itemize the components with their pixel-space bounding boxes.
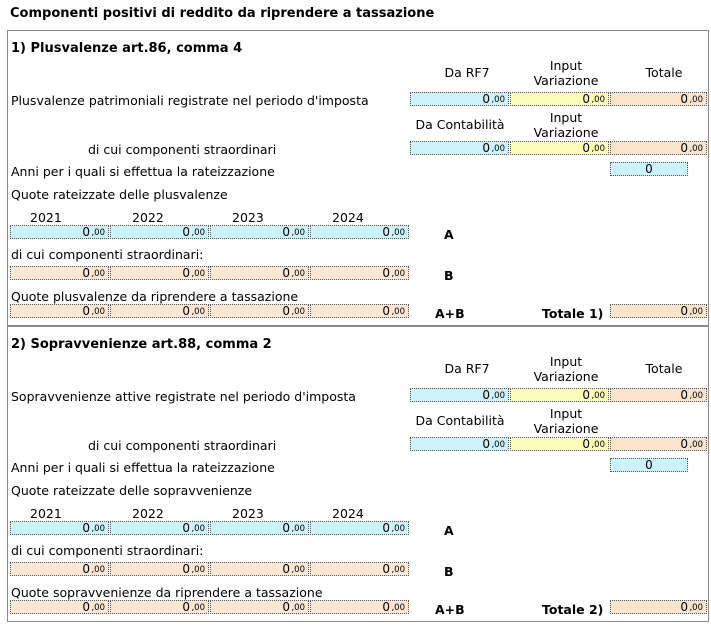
- input-variazione-field[interactable]: [510, 388, 609, 402]
- value: 0: [382, 266, 390, 280]
- quota-b-2022[interactable]: [110, 562, 209, 576]
- quota-b-2021[interactable]: [10, 562, 109, 576]
- quota-ab-2021[interactable]: [10, 304, 109, 318]
- decimal: ,00: [91, 524, 105, 534]
- quota-ab-2024[interactable]: [310, 600, 409, 614]
- totale-field[interactable]: [610, 388, 707, 402]
- quota-ab-2021[interactable]: [10, 600, 109, 614]
- page-title: Componenti positivi di reddito da riprendere a tassazione: [10, 6, 435, 21]
- row-tag-ab: A+B: [435, 306, 465, 321]
- decimal: ,00: [391, 565, 405, 575]
- riprendere-label: Quote plusvalenze da riprendere a tassazione: [11, 289, 299, 304]
- col-header-input-line1: Input: [549, 110, 583, 125]
- decimal: ,00: [191, 307, 205, 317]
- col-header-input: [516, 354, 616, 384]
- decimal: ,00: [191, 603, 205, 613]
- quota-b-2024[interactable]: [310, 562, 409, 576]
- decimal: ,00: [191, 228, 205, 238]
- year-label: 2022: [132, 506, 164, 521]
- main-label: Plusvalenze patrimoniali registrate nel periodo d'imposta: [11, 93, 369, 108]
- value: 0: [182, 562, 190, 576]
- value: 0: [382, 225, 390, 239]
- col-header-totale: Totale: [645, 65, 683, 80]
- value: 0: [182, 266, 190, 280]
- year-label: 2023: [232, 506, 264, 521]
- row-tag-b: B: [444, 564, 454, 579]
- row-tag-a: A: [444, 227, 454, 242]
- decimal: ,00: [291, 565, 305, 575]
- input-value: 0: [582, 437, 590, 451]
- col-header-input: [516, 406, 616, 436]
- quota-a-2021[interactable]: [10, 225, 109, 239]
- value: 0: [282, 600, 290, 614]
- totale-value: 0: [680, 388, 688, 402]
- col-header-input: [516, 58, 616, 88]
- col-header-input-line1: Input: [549, 354, 583, 369]
- col-header-totale: Totale: [645, 361, 683, 376]
- decimal: ,00: [491, 144, 505, 154]
- decimal: ,00: [291, 524, 305, 534]
- decimal: ,00: [91, 565, 105, 575]
- year-label: 2021: [30, 210, 62, 225]
- value: 0: [182, 521, 190, 535]
- totale-value: 0: [680, 141, 688, 155]
- decimal: ,00: [391, 603, 405, 613]
- totale-label: Totale 1): [542, 306, 604, 321]
- decimal: ,00: [591, 144, 605, 154]
- decimal: ,00: [689, 603, 703, 613]
- rf7-field[interactable]: [410, 92, 509, 106]
- value: 0: [680, 600, 688, 614]
- decimal: ,00: [689, 307, 703, 317]
- decimal: ,00: [491, 440, 505, 450]
- decimal: ,00: [391, 228, 405, 238]
- decimal: ,00: [191, 524, 205, 534]
- decimal: ,00: [291, 307, 305, 317]
- decimal: ,00: [689, 391, 703, 401]
- anni-label: Anni per i quali si effettua la rateizzazione: [11, 164, 275, 179]
- value: 0: [282, 266, 290, 280]
- totale-2-field[interactable]: [610, 600, 707, 614]
- rf7-value: 0: [482, 388, 490, 402]
- input-variazione-field[interactable]: [510, 92, 609, 106]
- quote-label: Quote rateizzate delle sopravvenienze: [11, 483, 253, 498]
- decimal: ,00: [591, 440, 605, 450]
- decimal: ,00: [491, 95, 505, 105]
- value: 0: [382, 304, 390, 318]
- quota-b-2022[interactable]: [110, 266, 209, 280]
- quota-a-2024[interactable]: [310, 521, 409, 535]
- contabilita-value: 0: [482, 437, 490, 451]
- input-value: 0: [582, 92, 590, 106]
- quota-a-2023[interactable]: [210, 225, 309, 239]
- decimal: ,00: [391, 524, 405, 534]
- totale-field[interactable]: [610, 141, 707, 155]
- value: 0: [182, 600, 190, 614]
- input-value: 0: [582, 141, 590, 155]
- quota-a-2022[interactable]: [110, 225, 209, 239]
- col-header-input-line2: Variazione: [533, 421, 599, 436]
- col-header-input-line2: Variazione: [533, 125, 599, 140]
- decimal: ,00: [291, 603, 305, 613]
- quota-ab-2023[interactable]: [210, 600, 309, 614]
- col-header-input: [516, 110, 616, 140]
- anni-input[interactable]: 0: [610, 162, 688, 176]
- quota-b-2021[interactable]: [10, 266, 109, 280]
- value: 0: [382, 562, 390, 576]
- value: 0: [82, 266, 90, 280]
- totale-value: 0: [680, 92, 688, 106]
- straord-label: di cui componenti straordinari: [88, 438, 277, 453]
- decimal: ,00: [91, 228, 105, 238]
- value: 0: [82, 225, 90, 239]
- main-label: Sopravvenienze attive registrate nel periodo d'imposta: [11, 389, 356, 404]
- quota-b-2023[interactable]: [210, 266, 309, 280]
- section-title: 1) Plusvalenze art.86, comma 4: [11, 41, 243, 56]
- input-value: 0: [582, 388, 590, 402]
- value: 0: [82, 600, 90, 614]
- rf7-value: 0: [482, 92, 490, 106]
- decimal: ,00: [291, 269, 305, 279]
- quota-ab-2022[interactable]: [110, 600, 209, 614]
- value: 0: [382, 600, 390, 614]
- decimal: ,00: [689, 144, 703, 154]
- value: 0: [680, 304, 688, 318]
- section-title: 2) Sopravvenienze art.88, comma 2: [11, 337, 272, 352]
- input-variazione-field[interactable]: [510, 437, 609, 451]
- value: 0: [82, 521, 90, 535]
- col-header-rf7: Da RF7: [444, 361, 490, 376]
- quota-a-2021[interactable]: [10, 521, 109, 535]
- row-tag-ab: A+B: [435, 602, 465, 617]
- value: 0: [282, 225, 290, 239]
- col-header-contabilita: Da Contabilità: [415, 413, 505, 428]
- year-label: 2023: [232, 210, 264, 225]
- year-label: 2024: [332, 210, 364, 225]
- quota-a-2024[interactable]: [310, 225, 409, 239]
- contabilita-value: 0: [482, 141, 490, 155]
- decimal: ,00: [391, 307, 405, 317]
- col-header-input-line1: Input: [549, 406, 583, 421]
- year-label: 2022: [132, 210, 164, 225]
- value: 0: [282, 562, 290, 576]
- contabilita-field[interactable]: [410, 437, 509, 451]
- anni-input[interactable]: 0: [610, 458, 688, 472]
- riprendere-label: Quote sopravvenienze da riprendere a tassazione: [11, 585, 323, 600]
- row-tag-b: B: [444, 268, 454, 283]
- decimal: ,00: [191, 269, 205, 279]
- decimal: ,00: [91, 307, 105, 317]
- straord2-label: di cui componenti straordinari:: [11, 247, 204, 262]
- value: 0: [182, 225, 190, 239]
- straord-label: di cui componenti straordinari: [88, 142, 277, 157]
- year-label: 2024: [332, 506, 364, 521]
- decimal: ,00: [91, 603, 105, 613]
- year-label: 2021: [30, 506, 62, 521]
- value: 0: [82, 304, 90, 318]
- quota-ab-2024[interactable]: [310, 304, 409, 318]
- decimal: ,00: [91, 269, 105, 279]
- decimal: ,00: [689, 440, 703, 450]
- col-header-input-line2: Variazione: [533, 369, 599, 384]
- totale-label: Totale 2): [542, 602, 604, 617]
- decimal: ,00: [191, 565, 205, 575]
- col-header-input-line1: Input: [549, 58, 583, 73]
- decimal: ,00: [491, 391, 505, 401]
- totale-field[interactable]: [610, 92, 707, 106]
- section-plusvalenze: [7, 30, 709, 326]
- col-header-rf7: Da RF7: [444, 65, 490, 80]
- value: 0: [282, 521, 290, 535]
- contabilita-field[interactable]: [410, 141, 509, 155]
- quota-a-2022[interactable]: [110, 521, 209, 535]
- anni-label: Anni per i quali si effettua la rateizzazione: [11, 460, 275, 475]
- row-tag-a: A: [444, 523, 454, 538]
- value: 0: [82, 562, 90, 576]
- straord2-label: di cui componenti straordinari:: [11, 543, 204, 558]
- value: 0: [382, 521, 390, 535]
- quota-ab-2022[interactable]: [110, 304, 209, 318]
- totale-1-field[interactable]: [610, 304, 707, 318]
- decimal: ,00: [591, 391, 605, 401]
- decimal: ,00: [591, 95, 605, 105]
- input-variazione-field[interactable]: [510, 141, 609, 155]
- totale-value: 0: [680, 437, 688, 451]
- col-header-input-line2: Variazione: [533, 73, 599, 88]
- quote-label: Quote rateizzate delle plusvalenze: [11, 187, 228, 202]
- quota-a-2023[interactable]: [210, 521, 309, 535]
- decimal: ,00: [391, 269, 405, 279]
- decimal: ,00: [291, 228, 305, 238]
- quota-b-2023[interactable]: [210, 562, 309, 576]
- value: 0: [282, 304, 290, 318]
- rf7-field[interactable]: [410, 388, 509, 402]
- value: 0: [182, 304, 190, 318]
- decimal: ,00: [689, 95, 703, 105]
- quota-ab-2023[interactable]: [210, 304, 309, 318]
- section-sopravvenienze: [7, 326, 709, 622]
- col-header-contabilita: Da Contabilità: [415, 117, 505, 132]
- quota-b-2024[interactable]: [310, 266, 409, 280]
- totale-field[interactable]: [610, 437, 707, 451]
